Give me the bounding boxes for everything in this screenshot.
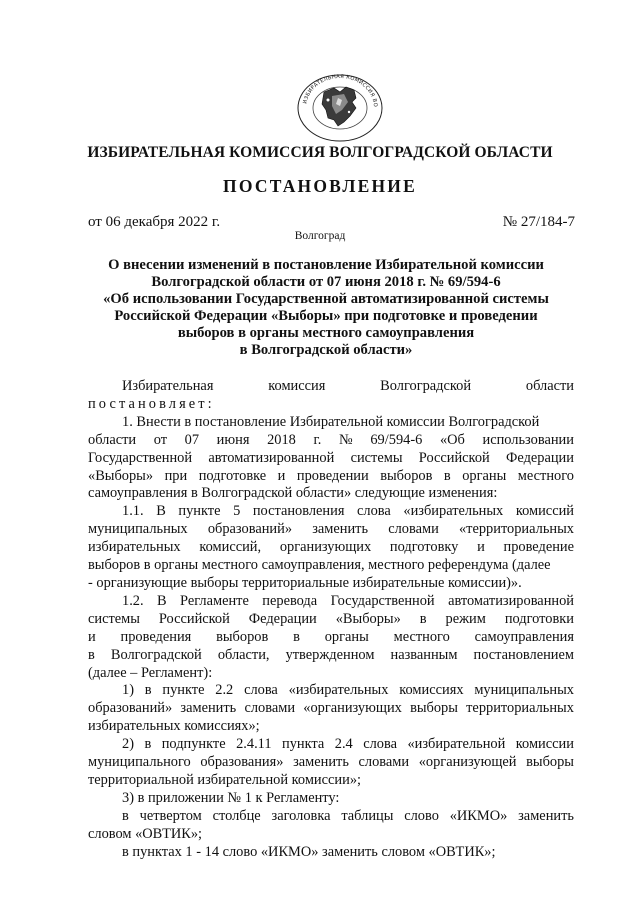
word: комиссий (515, 503, 574, 520)
word: при (164, 467, 188, 484)
word: в (293, 628, 300, 645)
word: слова (357, 503, 391, 520)
word: автоматизированной (208, 449, 335, 466)
document-date: от 06 декабря 2022 г. (88, 214, 221, 230)
text-line (88, 593, 574, 611)
text-line (88, 736, 574, 754)
text-line: 3) в приложении № 1 к Регламенту: (122, 789, 340, 806)
word: 07 (184, 431, 200, 448)
word: словами (358, 754, 410, 771)
intro-word: комиссия (268, 378, 326, 394)
title-line: выборов в органы местного самоуправления (177, 325, 475, 341)
word: территориальных (466, 700, 574, 717)
word: названным (390, 646, 458, 663)
word: 69/594-6 (370, 431, 423, 448)
word: г. (313, 431, 322, 448)
word: «Выборы» (88, 467, 154, 484)
word: «Об (439, 431, 465, 448)
word: 1.2. (122, 592, 144, 609)
text-line: - организующие выборы территориальные избирательные комиссии)». (88, 574, 522, 591)
word: проведение (503, 539, 574, 556)
paragraph-1 (88, 414, 574, 504)
text-line: (далее – Регламент): (88, 664, 213, 681)
title-line: Волгоградской области от 07 июня 2018 г. № 69/594-6 (151, 274, 501, 290)
word: слова (244, 682, 278, 699)
word: муниципальных (88, 521, 188, 538)
word: «организующей (418, 754, 517, 771)
word: проведения (120, 628, 192, 645)
word: системы (350, 449, 403, 466)
text-line (88, 682, 574, 700)
word: пункте (162, 682, 205, 699)
intro-word: Избирательная (122, 378, 214, 394)
word: организующих (279, 539, 372, 556)
word: Волгоградской (110, 646, 202, 663)
word: Государственной (88, 449, 193, 466)
word: словами (388, 521, 439, 538)
word: таблицы (341, 807, 394, 824)
word: выборы (410, 700, 458, 717)
word: постановлением (473, 646, 574, 663)
word: муниципального (88, 754, 191, 771)
word: автоматизированной (448, 592, 574, 609)
word: самоуправления (474, 628, 574, 645)
word: 2018 (267, 431, 296, 448)
paragraph-1-2 (88, 593, 574, 683)
word: образований» (207, 521, 293, 538)
resolution-title (80, 257, 572, 359)
text-line (88, 521, 574, 539)
word: в (144, 736, 152, 753)
word: Государственной (330, 592, 435, 609)
text-line: самоуправления в Волгоградской области» следующие изменения: (88, 485, 498, 502)
word: столбце (212, 807, 261, 824)
intro-word: Волгоградской (380, 378, 472, 394)
text-line (88, 432, 574, 450)
word: 2.4.11 (236, 736, 272, 753)
word: «ИКМО» (449, 807, 508, 824)
text-line: словом «ОВТИК»; (88, 825, 203, 842)
subitem-1 (88, 682, 574, 736)
text-line (88, 450, 574, 468)
word: заголовка (271, 807, 331, 824)
title-line: «Об использовании Государственной автоматизированной системы (103, 291, 549, 307)
text-line: выборов в органы местного самоуправления, местного референдума (далее (88, 557, 551, 574)
commission-name: ИЗБИРАТЕЛЬНАЯ КОМИССИЯ ВОЛГОГРАДСКОЙ ОБЛАСТИ (87, 144, 553, 161)
seal-icon (294, 70, 386, 142)
word: «организующих (303, 700, 402, 717)
word: образования» (200, 754, 284, 771)
word: словами (244, 700, 296, 717)
word: «избирательных (403, 503, 504, 520)
word: выборов (216, 628, 269, 645)
emblem (294, 70, 386, 142)
word: слова (363, 736, 397, 753)
word: заменить (518, 807, 574, 824)
word: «избирательных (288, 682, 389, 699)
word: утвержденном (285, 646, 375, 663)
word: заменить (312, 521, 369, 538)
text-line: избирательных комиссиях»; (88, 718, 260, 735)
document-city: Волгоград (294, 230, 346, 242)
word: в (144, 682, 152, 699)
word: комиссиях (399, 682, 464, 699)
text-line: в пунктах 1 - 14 слово «ИКМО» заменить словом «ОВТИК»; (122, 843, 496, 860)
resolves-word: постановляет: (88, 395, 215, 412)
word: местного (517, 467, 574, 484)
word: образований» (88, 700, 173, 717)
title-line: О внесении изменений в постановление Избирательной комиссии (108, 257, 544, 273)
resolution-body (88, 378, 574, 861)
word: заменить (180, 700, 237, 717)
word: 2.4 (334, 736, 353, 753)
word: режим (445, 610, 486, 627)
word: Российской (418, 449, 490, 466)
word: Федерации (248, 610, 317, 627)
word: области, (217, 646, 270, 663)
word: местного (393, 628, 450, 645)
word: «Выборы» (335, 610, 401, 627)
title-line: в Волгоградской области» (239, 342, 413, 358)
word: подготовке (198, 467, 267, 484)
word: пункта (282, 736, 325, 753)
word: органы (462, 467, 507, 484)
word: 1) (122, 682, 134, 699)
word: 2.2 (215, 682, 234, 699)
word: избирательных (88, 539, 181, 556)
word: 2) (122, 736, 134, 753)
word: и (277, 467, 286, 484)
word: комиссий, (199, 539, 262, 556)
word: подпункте (161, 736, 226, 753)
document-type: ПОСТАНОВЛЕНИЕ (223, 176, 417, 196)
text-line (88, 808, 574, 826)
document-number: № 27/184-7 (502, 214, 575, 230)
word: июня (216, 431, 250, 448)
intro-word: области (525, 378, 574, 394)
text-line (88, 539, 574, 557)
text-line (88, 647, 574, 665)
word: органы (324, 628, 369, 645)
word: в (122, 807, 129, 824)
text-line (88, 611, 574, 629)
word: Федерации (506, 449, 574, 466)
word: использовании (482, 431, 574, 448)
word: перевода (262, 592, 318, 609)
word: «избирательной (407, 736, 506, 753)
word: от (153, 431, 168, 448)
word: в (443, 467, 451, 484)
word: и (477, 539, 485, 556)
word: системы (88, 610, 140, 627)
word: муниципальных (474, 682, 574, 699)
word: подготовки (504, 610, 574, 627)
word: подготовку (389, 539, 459, 556)
subitem-3 (88, 790, 574, 862)
paragraph-1-1 (88, 503, 574, 593)
word: Российской (158, 610, 230, 627)
word: комиссии (515, 736, 574, 753)
word: № (339, 431, 353, 448)
seal-ring-text-top: ИЗБИРАТЕЛЬНАЯ КОМИССИЯ ВО (302, 73, 379, 108)
body-paragraphs (88, 414, 574, 862)
word: в (88, 646, 95, 663)
word: проведении (296, 467, 369, 484)
word: В (156, 503, 166, 520)
word: В (157, 592, 167, 609)
word: четвертом (139, 807, 202, 824)
text-line (88, 468, 574, 486)
word: постановления (252, 503, 345, 520)
word: 5 (233, 503, 241, 520)
subitem-2 (88, 736, 574, 790)
word: и (88, 628, 96, 645)
text-line (88, 754, 574, 772)
word: слово (404, 807, 439, 824)
word: выборы (526, 754, 574, 771)
word: заменить (293, 754, 349, 771)
text-line (88, 503, 574, 521)
intro-line (88, 378, 574, 396)
title-line: Российской Федерации «Выборы» при подготовке и проведении (114, 308, 538, 324)
word: в (419, 610, 427, 627)
text-line (88, 700, 574, 718)
word: «территориальных (458, 521, 574, 538)
word: выборов (380, 467, 433, 484)
word: Регламенте (180, 592, 249, 609)
text-line (88, 629, 574, 647)
word: пункте (178, 503, 221, 520)
text-line: 1. Внести в постановление Избирательной комиссии Волгоградской (122, 413, 540, 430)
text-line: территориальной избирательной комиссии»; (88, 771, 362, 788)
word: области (88, 431, 137, 448)
word: 1.1. (122, 503, 144, 520)
